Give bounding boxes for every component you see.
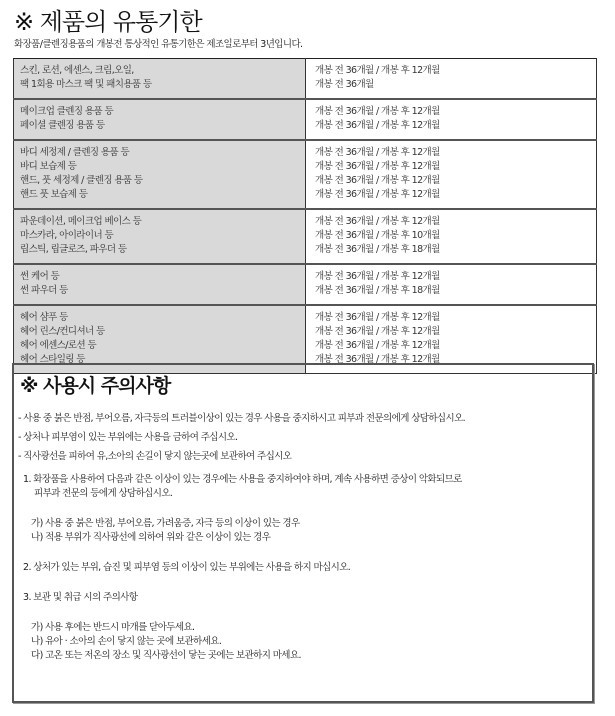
expiry-value-cell: 개봉 전 36개월 / 개봉 후 12개월 개봉 전 36개월 / 개봉 후 12개월 [306,99,597,140]
category-cell: 스킨, 로션, 에센스, 크림,오일, 팩 1회용 마스크 팩 및 패치용품 등 [14,59,306,100]
item-1-line-2: 피부과 전문의 등에게 상담하십시오. [34,488,173,499]
expiry-value-cell: 개봉 전 36개월 / 개봉 후 12개월 개봉 전 36개월 / 개봉 후 18개월 [306,264,597,305]
caution-title: ※ 사용시 주의사항 [20,375,171,397]
table-row [14,140,597,209]
expiry-value-cell: 개봉 전 36개월 / 개봉 후 12개월 개봉 전 36개월 / 개봉 후 10개월 개봉 전 36개월 / 개봉 후 18개월 [306,209,597,264]
table-row [14,264,597,305]
caution-bullet: - 직사광선을 피하여 유,소아의 손길이 닿지 않는곳에 보관하여 주십시오 [18,451,292,462]
table-row [14,209,597,264]
expiry-title: ※ 제품의 유통기한 [14,8,202,36]
caution-box [12,363,594,703]
caution-bullets [18,409,465,466]
item-2: 2. 상처가 있는 부위, 습진 및 피부염 등의 이상이 있는 부위에는 사용을 하지 마십시오. [23,562,351,573]
table-row [14,99,597,140]
item-3-sub: 가) 사용 후에는 반드시 마개를 닫아두세요. [31,622,195,633]
item-1-sub: 나) 적용 부위가 직사광선에 의하여 위와 같은 이상이 있는 경우 [31,532,271,543]
item-1-sub: 가) 사용 중 붉은 반점, 부어오름, 가려움증, 자극 등의 이상이 있는 경우 [31,518,300,529]
caution-bullet: - 사용 중 붉은 반점, 부어오름, 자극등의 트러블이상이 있는 경우 사용을 중지하시고 피부과 전문의에게 상담하십시오. [18,413,466,424]
caution-items [23,473,462,663]
item-3-sub: 다) 고온 또는 저온의 장소 및 직사광선이 닿는 곳에는 보관하지 마세요. [31,650,301,661]
category-cell: 메이크업 클렌징 용품 등 페이셜 클렌징 용품 등 [14,99,306,140]
category-cell: 파운데이션, 메이크업 베이스 등 마스카라, 아이라이너 등 립스틱, 립글로즈, 파우더 등 [14,209,306,264]
expiry-value-cell: 개봉 전 36개월 / 개봉 후 12개월 개봉 전 36개월 / 개봉 후 12개월 개봉 전 36개월 / 개봉 후 12개월 개봉 전 36개월 / 개봉 후 12개월 [306,305,597,374]
expiry-value-cell: 개봉 전 36개월 / 개봉 후 12개월 개봉 전 36개월 / 개봉 후 12개월 개봉 전 36개월 / 개봉 후 12개월 개봉 전 36개월 / 개봉 후 12개월 [306,140,597,209]
item-1-line-1: 1. 화장품을 사용하여 다음과 같은 이상이 있는 경우에는 사용을 중지하여야 하며, 계속 사용하면 증상이 악화되므로 [23,474,462,485]
expiry-subtitle: 화장품/클렌징용품의 개봉전 통상적인 유통기한은 제조일로부터 3년입니다. [14,39,303,50]
expiry-table [13,58,597,374]
item-3-sub: 나) 유아 · 소아의 손이 닿지 않는 곳에 보관하세요. [31,636,222,647]
category-cell: 헤어 샴푸 등 헤어 린스/컨디셔너 등 헤어 에센스/로션 등 헤어 스타일링 등 [14,305,306,374]
category-cell: 썬 케어 등 썬 파우더 등 [14,264,306,305]
expiry-value-cell: 개봉 전 36개월 / 개봉 후 12개월 개봉 전 36개월 [306,59,597,100]
item-3-line-1: 3. 보관 및 취급 시의 주의사항 [23,592,138,603]
table-row [14,59,597,100]
category-cell: 바디 세정제 / 클렌징 용품 등 바디 보습제 등 핸드, 풋 세정제 / 클렌징 용품 등 핸드 풋 보습제 등 [14,140,306,209]
caution-bullet: - 상처나 피부염이 있는 부위에는 사용을 금하여 주십시오. [18,432,238,443]
